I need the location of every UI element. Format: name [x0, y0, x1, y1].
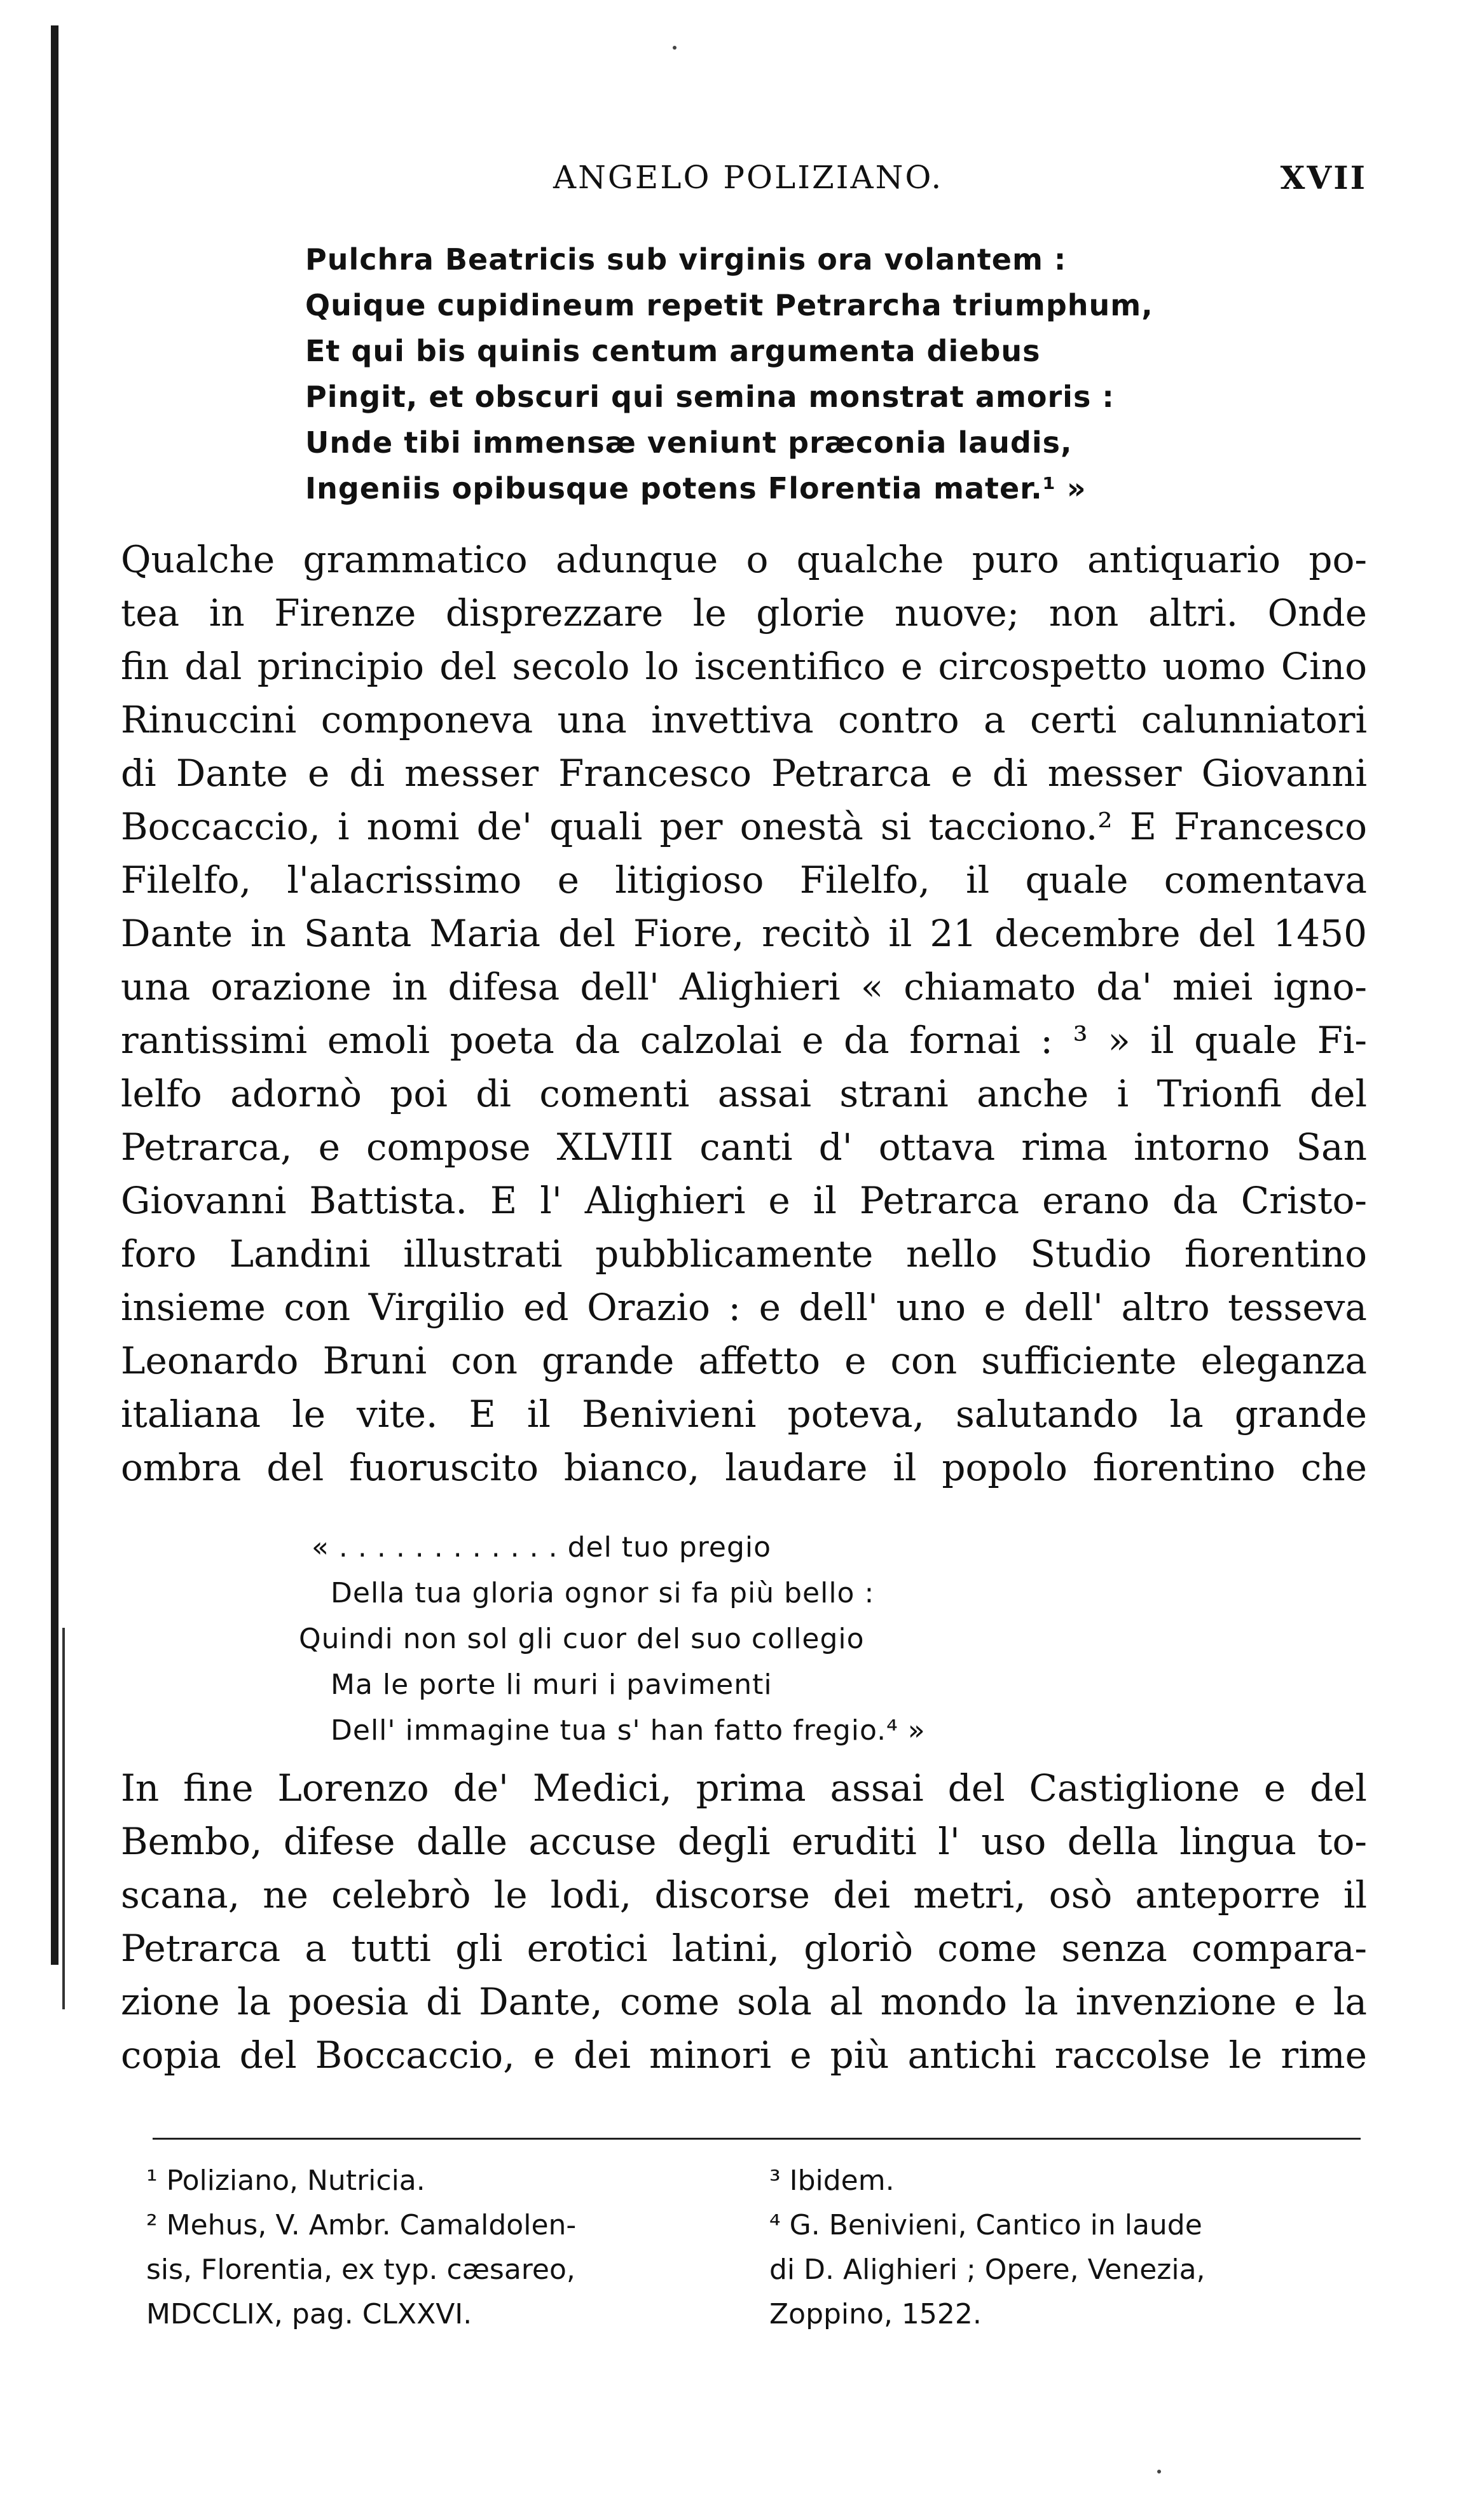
text-line: rantissimi emoli poeta da calzolai e da fornai : ³ » il quale Fi-: [121, 1019, 1367, 1062]
verse-line: Pulchra Beatricis sub virginis ora volantem :: [305, 242, 1067, 277]
verse-line: Unde tibi immensæ veniunt præconia laudis,: [305, 425, 1073, 460]
verse-line: Ma le porte li muri i pavimenti: [331, 1668, 773, 1701]
verse-line: Dell' immagine tua s' han fatto fregio.⁴ »: [331, 1714, 926, 1747]
running-header: [121, 159, 1367, 210]
text-line: Petrarca a tutti gli erotici latini, gloriò come senza compara-: [121, 1927, 1367, 1970]
text-line: Petrarca, e compose XLVIII canti d' ottava rima intorno San: [121, 1125, 1367, 1169]
text-line: di Dante e di messer Francesco Petrarca e di messer Giovanni: [121, 752, 1367, 795]
text-line: Filelfo, l'alacrissimo e litigioso Filelfo, il quale comentava: [121, 858, 1367, 902]
body-paragraph-1: [121, 533, 1367, 1494]
footnote-line: ⁴ G. Benivieni, Cantico in laude: [769, 2209, 1202, 2241]
verse-line: Quique cupidineum repetit Petrarcha triumphum,: [305, 288, 1153, 322]
body-paragraph-2: [121, 1761, 1367, 2082]
ink-speck: [1157, 2470, 1161, 2473]
text-line: italiana le vite. E il Benivieni poteva, salutando la grande: [121, 1393, 1367, 1436]
text-line: Dante in Santa Maria del Fiore, recitò il 21 decembre del 1450: [121, 912, 1367, 955]
page-number: XVII: [1280, 159, 1367, 196]
text-line: Giovanni Battista. E l' Alighieri e il Petrarca erano da Cristo-: [121, 1179, 1367, 1222]
text-line: insieme con Virgilio ed Orazio : e dell' uno e dell' altro tesseva: [121, 1286, 1367, 1329]
running-title: ANGELO POLIZIANO.: [553, 159, 944, 196]
text-line: una orazione in difesa dell' Alighieri « chiamato da' miei igno-: [121, 965, 1367, 1008]
text-line: tea in Firenze disprezzare le glorie nuove; non altri. Onde: [121, 591, 1367, 635]
text-line: Boccaccio, i nomi de' quali per onestà si tacciono.² E Francesco: [121, 805, 1367, 848]
footnote-line: ³ Ibidem.: [769, 2164, 895, 2197]
verse-line: Pingit, et obscuri qui semina monstrat amoris :: [305, 380, 1115, 414]
text-line: zione la poesia di Dante, come sola al mondo la invenzione e la: [121, 1980, 1367, 2023]
text-line: lelfo adornò poi di comenti assai strani anche i Trionfi del: [121, 1072, 1367, 1115]
text-line: Rinuccini componeva una invettiva contro a certi calunniatori: [121, 698, 1367, 741]
footnote-line: di D. Alighieri ; Opere, Venezia,: [769, 2253, 1206, 2286]
footnotes-left-column: [146, 2159, 706, 2337]
footnote-line: Zoppino, 1522.: [769, 2298, 982, 2330]
text-line: scana, ne celebrò le lodi, discorse dei metri, osò anteporre il: [121, 1873, 1367, 1916]
text-line: ombra del fuoruscito bianco, laudare il popolo fiorentino che: [121, 1446, 1367, 1489]
footnote-line: MDCCLIX, pag. CLXXVI.: [146, 2298, 472, 2330]
text-line: fin dal principio del secolo lo iscentifico e circospetto uomo Cino: [121, 645, 1367, 688]
text-line: foro Landini illustrati pubblicamente nello Studio fiorentino: [121, 1232, 1367, 1276]
italian-verse-quotation: [299, 1525, 926, 1754]
verse-line: « . . . . . . . . . . . . del tuo pregio: [312, 1531, 772, 1564]
footnote-rule: [153, 2138, 1361, 2140]
ink-speck: [673, 46, 677, 50]
footnote-line: sis, Florentia, ex typ. cæsareo,: [146, 2253, 575, 2286]
latin-verse-quotation: [305, 237, 1153, 511]
verse-line: Della tua gloria ognor si fa più bello :: [331, 1577, 875, 1609]
footnotes-right-column: [769, 2159, 1367, 2337]
footnote-line: ² Mehus, V. Ambr. Camaldolen-: [146, 2209, 577, 2241]
text-line: In fine Lorenzo de' Medici, prima assai del Castiglione e del: [121, 1766, 1367, 1810]
text-line: Leonardo Bruni con grande affetto e con sufficiente eleganza: [121, 1339, 1367, 1382]
verse-line: Ingeniis opibusque potens Florentia mater.¹ »: [305, 471, 1087, 506]
text-line: Bembo, difese dalle accuse degli eruditi l' uso della lingua to-: [121, 1820, 1367, 1863]
page-gutter-shadow: [51, 25, 58, 1965]
text-line: Qualche grammatico adunque o qualche puro antiquario po-: [121, 538, 1367, 581]
verse-line: Et qui bis quinis centum argumenta diebus: [305, 334, 1041, 368]
footnote-line: ¹ Poliziano, Nutricia.: [146, 2164, 425, 2197]
text-line: copia del Boccaccio, e dei minori e più antichi raccolse le rime: [121, 2033, 1367, 2077]
verse-line: Quindi non sol gli cuor del suo collegio: [299, 1623, 865, 1655]
page-gutter-line: [62, 1628, 65, 2009]
